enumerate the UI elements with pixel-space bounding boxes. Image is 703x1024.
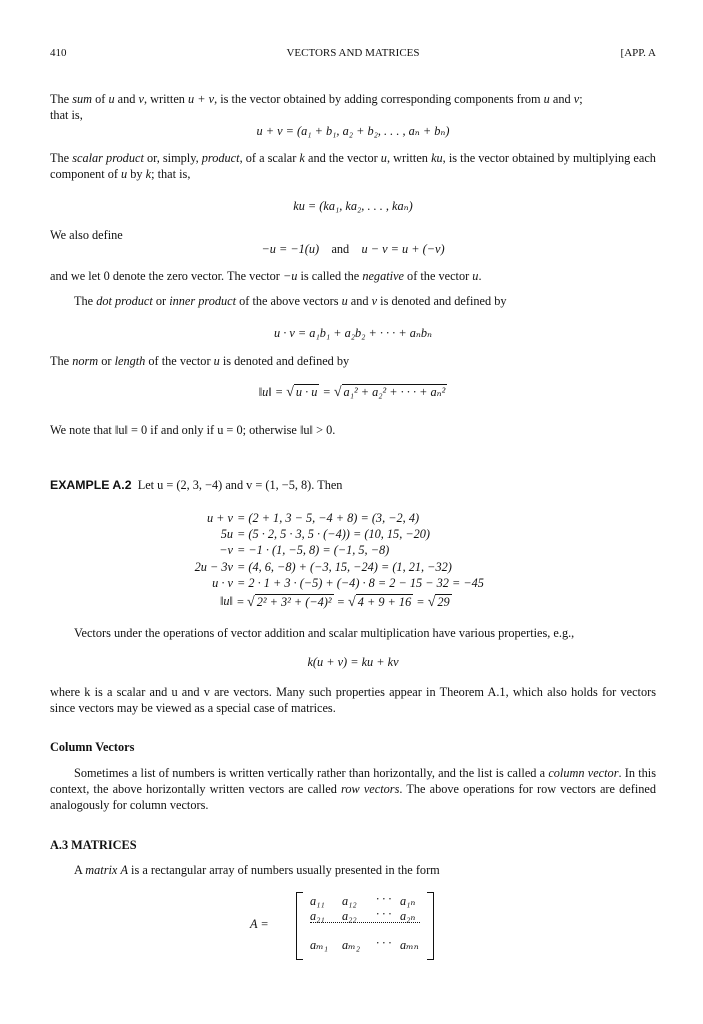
also-define-text: We also define [50, 228, 123, 242]
example-label: EXAMPLE A.2 [50, 478, 132, 492]
matrix-lhs: A = [250, 917, 269, 931]
column-vectors-heading: Column Vectors [50, 740, 135, 754]
matrix-cell: a₁ₙ [400, 894, 416, 908]
document-page: 410 VECTORS AND MATRICES [APP. A The sum of u and v, written u + v, is the vector obtained by adding corresponding components from u and v; that is, u + v = (a₁ + b₁, a₂ + b₂, . . . , aₙ + bₙ) The scalar product or, simply, product, of a scalar k and the vector u, written ku, is the vector obtained by multiplying each component of u by k; that is, ku = (ka₁, ka₂, . . . , kaₙ) We also define −u = −1(u) and u − v = u + (−v) and we let 0 denote the zero vector. The vector −u is called the negative of the vector u. The dot product or inner product of the above vectors u and v is denoted and defined by u · v = a₁b₁ + a₂b₂ + · · · + aₙbₙ The norm or length of the vector u is denoted and defined by ‖u‖ = √ u · u = √ a₁² + a₂² + · · · + aₙ² We note that ‖u‖ = 0 if and only if u = 0; otherwise ‖u‖ > 0. EXAMPLE A.2 Let u = (2, 3, −4) and v = (1, −5, 8). Then u + v = (2 + 1, 3 − 5, −4 + 8) = (3, −2, 4) 5u = (5 · 2, 5 · 3, 5 · (−4)) = (10, 15, −20) −v = −1 · (1, −5, 8) = (−1, 5, −8) 2u − 3v = (4, 6, −8) + (−3, 15, −24) = (1, 21, −32) u · v = 2 · 1 + 3 · (−5) + (−4) · 8 = 2 − 15 − 32 = −45 ‖u‖ = √ 2² + 3² + (−4)² = √ 4 + 9 + 16 = √ 29 Vectors under the operations of vector addition and scalar multiplication have various properties, e.g., k(u + v) = ku + kv where k is a scalar and u and v are vectors. Many such properties appear in Theorem A.1, which also holds for vectors since vectors may be viewed as a special case of matrices. Column Vectors Sometimes a list of numbers is written vertically rather than horizontally, and the list is called a column vector. In this context, the above horizontally written vectors are called row vectors. The above operations for row vectors are defined analogously for column vectors. A.3 MATRICES A matrix A is a rectangular array of numbers usually presented in the form A = a₁₁ a₁₂ · · · a₁ₙ a₂₁ a₂₂ · · · a₂ₙ aₘ₁ aₘ₂ · · · aₘₙ [0, 0, 703, 1024]
distributive-equation: k(u + v) = ku + kv [307, 655, 399, 669]
matrix-cell: a₁₁ [310, 894, 325, 908]
example-row-lhs: u + v [206, 511, 233, 525]
example-row-lhs: u · v [212, 576, 233, 590]
matrix-cell: aₘₙ [400, 938, 419, 952]
matrix-cell: a₂₁ [310, 909, 325, 923]
matrix-ellipsis: · · · [376, 892, 392, 906]
negative-definition: and we let 0 denote the zero vector. The vector −u is called the negative of the vector u. [50, 269, 482, 283]
column-vectors-text: Sometimes a list of numbers is written vertically rather than horizontally, and the list is called a column vector. In this context, the above horizontally written vectors are called row vectors. The above operations for row vectors are defined analogously for column vectors. [50, 766, 657, 812]
section-label: [APP. A [620, 47, 656, 59]
example-row-rhs: = (2 + 1, 3 − 5, −4 + 8) = (3, −2, 4) [237, 511, 420, 525]
page-number: 410 [50, 47, 67, 59]
matrix-cell: aₘ₂ [342, 938, 360, 952]
scalar-product-equation: ku = (ka₁, ka₂, . . . , kaₙ) [293, 199, 413, 213]
matrix-cell: a₁₂ [342, 894, 357, 908]
norm-definition: The norm or length of the vector u is denoted and defined by [50, 354, 350, 368]
matrix-ellipsis: · · · [376, 907, 392, 921]
matrix-definition: A matrix A is a rectangular array of numbers usually presented in the form [74, 863, 440, 877]
right-bracket [427, 892, 434, 960]
running-title: VECTORS AND MATRICES [286, 47, 420, 59]
matrix-ellipsis: · · · [376, 936, 392, 950]
matrix-cell: aₘ₁ [310, 938, 328, 952]
sum-definition: The sum of u and v, written u + v, is the vector obtained by adding corresponding components from u and v; that is, [50, 92, 583, 122]
example-row-lhs: −v [219, 543, 233, 557]
general-matrix [296, 892, 434, 958]
dot-product-equation: u · v = a₁b₁ + a₂b₂ + · · · + aₙbₙ [274, 326, 432, 340]
example-row-rhs: = −1 · (1, −5, 8) = (−1, 5, −8) [237, 543, 390, 557]
properties-text: Vectors under the operations of vector addition and scalar multiplication have various properties, e.g., [74, 626, 575, 640]
matrix-cell: a₂ₙ [400, 909, 416, 923]
scalar-product-definition: The scalar product or, simply, product, of a scalar k and the vector u, written ku, is the vector obtained by multiplying each component of u by k; that is, [50, 151, 656, 181]
example-row-lhs: 2u − 3v [194, 560, 233, 574]
example-row-rhs: = (5 · 2, 5 · 3, 5 · (−4)) = (10, 15, −20) [237, 527, 431, 541]
matrix-row-dots [310, 922, 420, 923]
matrices-heading: A.3 MATRICES [50, 838, 137, 852]
example-row-lhs: 5u [220, 527, 233, 541]
properties-after: where k is a scalar and u and v are vectors. Many such properties appear in Theorem A.1, which also holds for vectors since vectors may be viewed as a special case of matrices. [50, 685, 656, 715]
sum-equation: u + v = (a₁ + b₁, a₂ + b₂, . . . , aₙ + bₙ) [256, 124, 450, 138]
norm-equation: ‖u‖ = √ u · u = √ a₁² + a₂² + · · · + aₙ² [258, 385, 446, 400]
example-row-rhs: = 2 · 1 + 3 · (−5) + (−4) · 8 = 2 − 15 − 32 = −45 [237, 576, 484, 590]
dot-product-definition: The dot product or inner product of the above vectors u and v is denoted and defined by [74, 294, 507, 308]
left-bracket [296, 892, 303, 960]
example-intro: EXAMPLE A.2 Let u = (2, 3, −4) and v = (1, −5, 8). Then [50, 478, 343, 492]
running-header [50, 47, 656, 61]
example-row-rhs: = (4, 6, −8) + (−3, 15, −24) = (1, 21, −32) [237, 560, 452, 574]
negative-equation: −u = −1(u) and u − v = u + (−v) [261, 242, 445, 256]
matrix-cell: a₂₂ [342, 909, 357, 923]
norm-note: We note that ‖u‖ = 0 if and only if u = 0; otherwise ‖u‖ > 0. [50, 423, 336, 437]
